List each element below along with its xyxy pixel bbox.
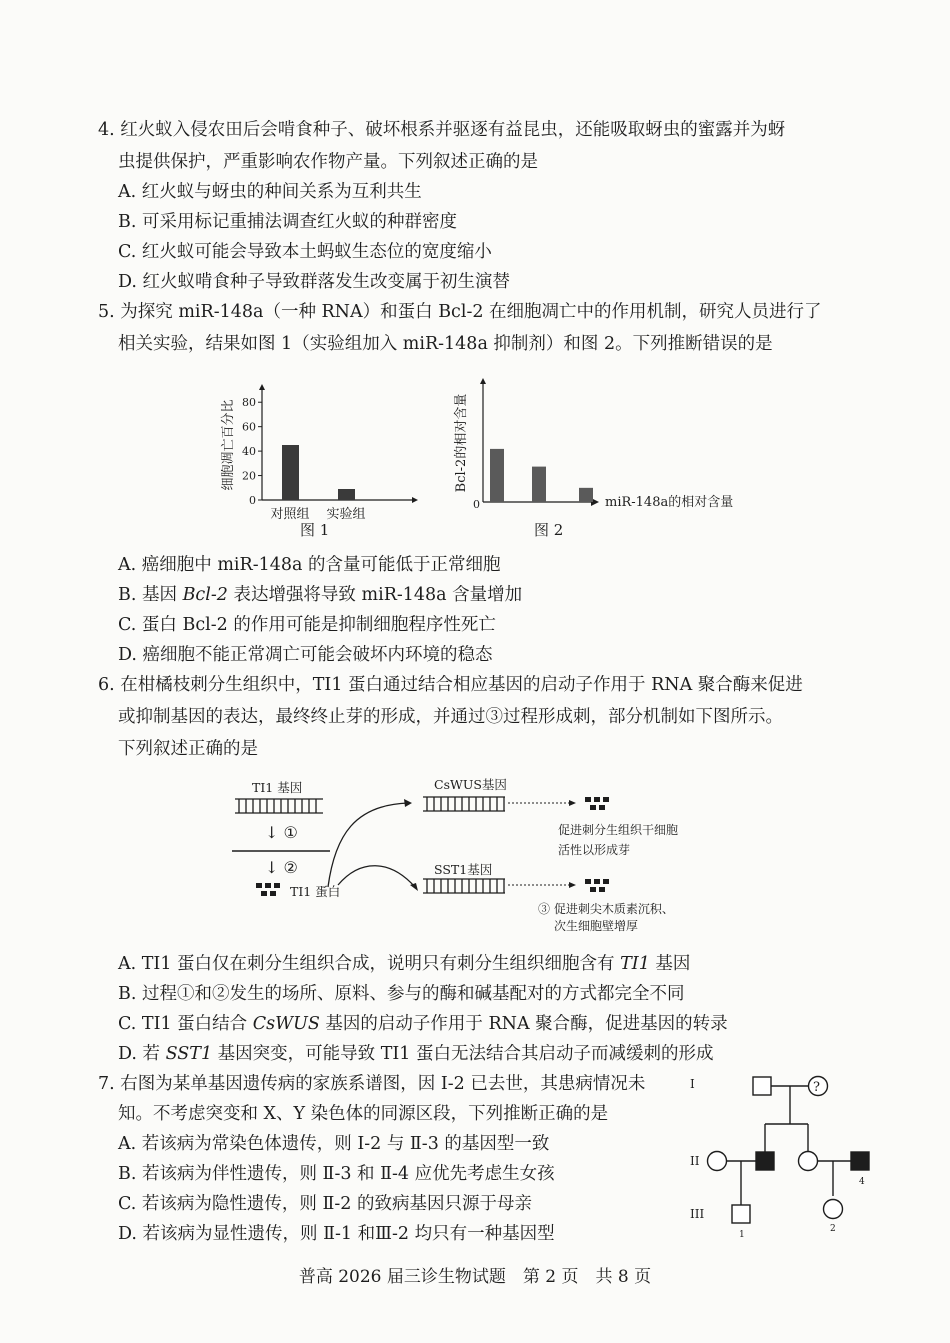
cswus-gene-label: CsWUS基因 bbox=[434, 777, 507, 792]
q7-option-d: D. 若该病为显性遗传，则 Ⅱ-1 和Ⅲ-2 均只有一种基因型 bbox=[118, 1224, 555, 1244]
fig1-y-axis-label: 细胞凋亡百分比 bbox=[221, 399, 236, 491]
fig2-bar bbox=[532, 467, 546, 502]
q7-option-b: B. 若该病为伴性遗传，则 Ⅱ-3 和 Ⅱ-4 应优先考虑生女孩 bbox=[118, 1164, 555, 1184]
page-footer: 普高 2026 届三诊生物试题 第 2 页 共 8 页 bbox=[298, 1267, 652, 1287]
q6-option-a-pre: A. TI1 蛋白仅在刺分生组织合成，说明只有刺分生组织细胞含有 bbox=[118, 954, 621, 974]
q6-option-d-gene: SST1 bbox=[165, 1044, 213, 1064]
pedigree-ii2-affected-male bbox=[756, 1152, 774, 1170]
figure-2-caption: 图 2 bbox=[534, 521, 564, 539]
q6-option-c-gene: CsWUS bbox=[252, 1014, 320, 1034]
cswus-protein-icon bbox=[585, 797, 609, 810]
fig1-bar bbox=[338, 489, 355, 500]
q4-option-b: B. 可采用标记重捕法调查红火蚁的种群密度 bbox=[118, 212, 457, 232]
step-2-arrow: ↓ ② bbox=[265, 858, 298, 877]
step-1-arrow: ↓ ① bbox=[265, 823, 298, 842]
arrowhead-sst1 bbox=[410, 883, 418, 891]
pedigree-ii3-female bbox=[799, 1152, 818, 1171]
effect-2-line1: ③ 促进刺尖木质素沉积、 bbox=[538, 902, 674, 916]
effect-1-line2: 活性以形成芽 bbox=[558, 843, 631, 857]
q6-mechanism-diagram bbox=[220, 775, 720, 940]
ti1-protein-label: TI1 蛋白 bbox=[290, 884, 341, 899]
generation-iii-label: III bbox=[690, 1207, 705, 1221]
fig1-y-tick-label: 20 bbox=[242, 469, 256, 483]
fig1-bar bbox=[282, 445, 299, 500]
arrow-to-cswus bbox=[328, 803, 408, 887]
fig1-y-tick-label: 40 bbox=[242, 445, 256, 459]
q4-option-d: D. 红火蚁啃食种子导致群落发生改变属于初生演替 bbox=[118, 272, 511, 292]
ti1-protein-icon bbox=[256, 883, 280, 896]
pedigree-iii1-male bbox=[732, 1205, 750, 1223]
fig2-bar bbox=[579, 488, 593, 502]
q7-stem-line1: 7. 右图为某单基因遗传病的家族系谱图，因 Ⅰ-2 已去世，其患病情况未 bbox=[98, 1074, 646, 1094]
arrow-to-sst1 bbox=[338, 866, 415, 887]
q6-option-a-post: 基因 bbox=[649, 954, 691, 974]
fig1-y-tick-label: 80 bbox=[242, 396, 256, 410]
figure-2-bar-chart bbox=[445, 372, 765, 542]
sst1-gene-label: SST1基因 bbox=[434, 862, 493, 877]
pedigree-chart bbox=[685, 1068, 885, 1243]
q6-option-d-post: 基因突变，可能导致 TI1 蛋白无法结合其启动子而减缓刺的形成 bbox=[212, 1044, 714, 1064]
q5-option-c: C. 蛋白 Bcl-2 的作用可能是抑制细胞程序性死亡 bbox=[118, 615, 496, 635]
fig2-bar bbox=[490, 449, 504, 502]
sst1-gene-dna-icon bbox=[423, 879, 505, 893]
q4-stem-line2: 虫提供保护，严重影响农作物产量。下列叙述正确的是 bbox=[118, 152, 538, 172]
generation-ii-label: II bbox=[690, 1154, 700, 1168]
q5-stem-line1: 5. 为探究 miR-148a（一种 RNA）和蛋白 Bcl-2 在细胞凋亡中的作用机制，研究人员进行了 bbox=[98, 302, 822, 322]
ti1-gene-label: TI1 基因 bbox=[252, 780, 303, 795]
fig1-category-label: 对照组 bbox=[270, 507, 310, 522]
q6-stem-line3: 下列叙述正确的是 bbox=[118, 739, 258, 759]
fig1-y-arrowhead bbox=[259, 384, 265, 390]
q6-stem-line2: 或抑制基因的表达，最终终止芽的形成，并通过③过程形成刺，部分机制如下图所示。 bbox=[118, 707, 783, 727]
fig1-category-label: 实验组 bbox=[326, 507, 366, 522]
q7-option-c: C. 若该病为隐性遗传，则 Ⅱ-2 的致病基因只源于母亲 bbox=[118, 1194, 532, 1214]
q6-option-d bbox=[118, 1042, 714, 1066]
fig1-y-tick-label: 0 bbox=[249, 494, 256, 507]
q4-option-c: C. 红火蚁可能会导致本土蚂蚁生态位的宽度缩小 bbox=[118, 242, 492, 262]
fig1-x-arrowhead bbox=[412, 497, 418, 503]
q4-stem-line1: 4. 红火蚁入侵农田后会啃食种子、破坏根系并驱逐有益昆虫，还能吸取蚜虫的蜜露并为蚜 bbox=[98, 120, 786, 140]
fig1-y-tick-label: 60 bbox=[242, 420, 256, 434]
sst1-protein-icon bbox=[585, 879, 609, 892]
q6-option-c bbox=[118, 1012, 728, 1036]
q5-option-b bbox=[118, 583, 522, 607]
q6-stem-line1: 6. 在柑橘枝刺分生组织中，TI1 蛋白通过结合相应基因的启动子作用于 RNA 聚合酶来促进 bbox=[98, 675, 803, 695]
figure-1-caption: 图 1 bbox=[300, 521, 330, 539]
pedigree-label-ii4: 4 bbox=[859, 1177, 865, 1187]
q7-option-a: A. 若该病为常染色体遗传，则 Ⅰ-2 与 Ⅱ-3 的基因型一致 bbox=[118, 1134, 550, 1154]
fig2-y-axis-label: Bcl-2的相对含量 bbox=[454, 393, 469, 493]
q6-option-c-post: 基因的启动子作用于 RNA 聚合酶，促进基因的转录 bbox=[319, 1014, 728, 1034]
pedigree-i1-male bbox=[753, 1077, 771, 1095]
effect-2-line2: 次生细胞壁增厚 bbox=[554, 919, 639, 933]
q7-stem-line2: 知。不考虑突变和 X、Y 染色体的同源区段，下列推断正确的是 bbox=[118, 1104, 609, 1124]
cswus-gene-dna-icon bbox=[423, 797, 505, 811]
q6-option-d-pre: D. 若 bbox=[118, 1044, 166, 1064]
q6-option-a-gene: TI1 bbox=[620, 954, 650, 974]
q5-stem-line2: 相关实验，结果如图 1（实验组加入 miR-148a 抑制剂）和图 2。下列推断错误的是 bbox=[118, 334, 773, 354]
ti1-gene-dna-icon bbox=[235, 799, 323, 813]
q5-option-b-gene: Bcl-2 bbox=[182, 585, 228, 605]
q5-option-b-post: 表达增强将导致 miR-148a 含量增加 bbox=[227, 585, 523, 605]
unknown-status-icon: ? bbox=[813, 1080, 820, 1095]
q6-option-b: B. 过程①和②发生的场所、原料、参与的酶和碱基配对的方式都完全不同 bbox=[118, 984, 685, 1004]
fig2-y-arrowhead bbox=[480, 378, 486, 384]
cswus-arrowhead bbox=[569, 800, 576, 806]
q5-option-a: A. 癌细胞中 miR-148a 的含量可能低于正常细胞 bbox=[118, 555, 501, 575]
pedigree-ii1-female bbox=[708, 1152, 727, 1171]
fig2-origin-label: 0 bbox=[473, 498, 480, 511]
effect-1-line1: 促进刺分生组织干细胞 bbox=[558, 823, 679, 837]
pedigree-label-iii2: 2 bbox=[830, 1224, 836, 1234]
q4-option-a: A. 红火蚁与蚜虫的种间关系为互利共生 bbox=[118, 182, 422, 202]
pedigree-iii2-female bbox=[824, 1200, 843, 1219]
q5-option-d: D. 癌细胞不能正常凋亡可能会破坏内环境的稳态 bbox=[118, 645, 493, 665]
sst1-arrowhead bbox=[569, 882, 576, 888]
q6-option-c-pre: C. TI1 蛋白结合 bbox=[118, 1014, 253, 1034]
generation-i-label: I bbox=[690, 1077, 695, 1091]
arrowhead-cswus bbox=[404, 799, 412, 807]
q6-option-a bbox=[118, 952, 690, 976]
fig2-x-axis-label: miR-148a的相对含量 bbox=[605, 495, 734, 510]
pedigree-ii4-affected-male bbox=[851, 1152, 869, 1170]
pedigree-label-iii1: 1 bbox=[739, 1230, 745, 1240]
q5-option-b-pre: B. 基因 bbox=[118, 585, 183, 605]
